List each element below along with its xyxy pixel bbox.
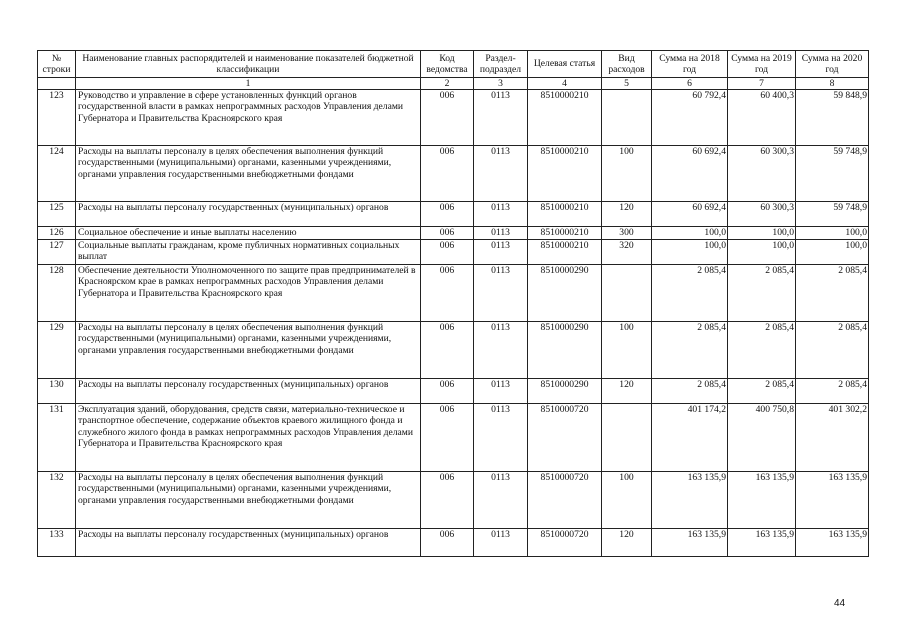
row-number: 133 [38,529,76,557]
table-row [38,227,869,240]
department-code: 006 [421,265,474,322]
department-code: 006 [421,90,474,146]
budget-table [37,50,869,557]
sum-2019: 100,0 [728,240,796,265]
expense-type: 100 [602,472,652,529]
expense-type: 120 [602,379,652,404]
row-name: Расходы на выплаты персоналу в целях обеспечения выполнения функций государственными (муниципальными) органами, казенными учреждениями, органами управления государственными внебюджетными фондами [76,322,421,379]
sum-2018: 100,0 [652,227,728,240]
row-name: Расходы на выплаты персоналу государственных (муниципальных) органов [76,202,421,227]
column-number: 1 [76,78,421,90]
row-number: 127 [38,240,76,265]
table-row [38,202,869,227]
column-number-row [38,78,869,90]
sum-2019: 2 085,4 [728,265,796,322]
expense-type: 120 [602,202,652,227]
row-name: Расходы на выплаты персоналу в целях обеспечения выполнения функций государственными (муниципальными) органами, казенными учреждениями, органами управления государственными внебюджетными фондами [76,146,421,202]
sum-2020: 2 085,4 [796,265,869,322]
column-number: 5 [602,78,652,90]
sum-2018: 2 085,4 [652,265,728,322]
section-code: 0113 [474,404,528,472]
column-number: 4 [528,78,602,90]
section-code: 0113 [474,379,528,404]
sum-2018: 60 692,4 [652,146,728,202]
sum-2019: 400 750,8 [728,404,796,472]
department-code: 006 [421,202,474,227]
row-name: Социальное обеспечение и иные выплаты населению [76,227,421,240]
section-code: 0113 [474,240,528,265]
expense-type [602,90,652,146]
section-code: 0113 [474,265,528,322]
target-article: 8510000210 [528,202,602,227]
department-code: 006 [421,472,474,529]
sum-2018: 2 085,4 [652,379,728,404]
target-article: 8510000720 [528,404,602,472]
department-code: 006 [421,404,474,472]
column-number: 2 [421,78,474,90]
table-row [38,146,869,202]
row-name: Обеспечение деятельности Уполномоченного по защите прав предпринимателей в Красноярском крае в рамках непрограммных расходов Управления делами Губернатора и Правительства Красноярского края [76,265,421,322]
table-row [38,240,869,265]
column-number: 8 [796,78,869,90]
section-code: 0113 [474,227,528,240]
sum-2020: 59 748,9 [796,202,869,227]
target-article: 8510000720 [528,472,602,529]
sum-2019: 100,0 [728,227,796,240]
department-code: 006 [421,529,474,557]
sum-2020: 163 135,9 [796,472,869,529]
section-code: 0113 [474,529,528,557]
target-article: 8510000210 [528,146,602,202]
department-code: 006 [421,379,474,404]
header-expense-type: Вид расходов [602,51,652,78]
expense-type [602,404,652,472]
header-sum-2020: Сумма на 2020 год [796,51,869,78]
target-article: 8510000290 [528,379,602,404]
department-code: 006 [421,146,474,202]
row-number: 131 [38,404,76,472]
row-name: Эксплуатация зданий, оборудования, средств связи, материально-техническое и транспортное обеспечение, содержание объектов краевого жилищного фонда и служебного жилого фонда в рамках непрограммных расходов Управления делами Губернатора и Правительства Красноярского края [76,404,421,472]
row-number: 126 [38,227,76,240]
column-number: 6 [652,78,728,90]
sum-2019: 163 135,9 [728,472,796,529]
sum-2018: 163 135,9 [652,472,728,529]
page-number: 44 [834,598,846,609]
table-row [38,404,869,472]
target-article: 8510000210 [528,240,602,265]
table-body [38,90,869,557]
sum-2018: 60 792,4 [652,90,728,146]
header-row-number: № строки [38,51,76,78]
expense-type: 320 [602,240,652,265]
expense-type: 100 [602,322,652,379]
sum-2018: 60 692,4 [652,202,728,227]
target-article: 8510000720 [528,529,602,557]
row-name: Расходы на выплаты персоналу в целях обеспечения выполнения функций государственными (муниципальными) органами, казенными учреждениями, органами управления государственными внебюджетными фондами [76,472,421,529]
header-name: Наименование главных распорядителей и наименование показателей бюджетной классификации [76,51,421,78]
sum-2020: 2 085,4 [796,322,869,379]
row-number: 128 [38,265,76,322]
row-name: Расходы на выплаты персоналу государственных (муниципальных) органов [76,529,421,557]
header-target-article: Целевая статья [528,51,602,78]
header-department-code: Код ведомства [421,51,474,78]
row-number: 123 [38,90,76,146]
sum-2020: 100,0 [796,227,869,240]
target-article: 8510000290 [528,265,602,322]
header-section: Раздел-подраздел [474,51,528,78]
section-code: 0113 [474,146,528,202]
row-number: 130 [38,379,76,404]
row-number: 124 [38,146,76,202]
header-sum-2019: Сумма на 2019 год [728,51,796,78]
target-article: 8510000290 [528,322,602,379]
sum-2018: 163 135,9 [652,529,728,557]
expense-type: 120 [602,529,652,557]
section-code: 0113 [474,90,528,146]
expense-type: 300 [602,227,652,240]
sum-2019: 60 300,3 [728,202,796,227]
target-article: 8510000210 [528,227,602,240]
department-code: 006 [421,322,474,379]
expense-type [602,265,652,322]
table-row [38,472,869,529]
section-code: 0113 [474,472,528,529]
table-row [38,379,869,404]
sum-2019: 60 300,3 [728,146,796,202]
sum-2020: 59 848,9 [796,90,869,146]
row-name: Расходы на выплаты персоналу государственных (муниципальных) органов [76,379,421,404]
header-sum-2018: Сумма на 2018 год [652,51,728,78]
row-name: Социальные выплаты гражданам, кроме публичных нормативных социальных выплат [76,240,421,265]
sum-2019: 2 085,4 [728,379,796,404]
sum-2019: 60 400,3 [728,90,796,146]
table-row [38,90,869,146]
sum-2020: 163 135,9 [796,529,869,557]
row-number: 129 [38,322,76,379]
expense-type: 100 [602,146,652,202]
sum-2019: 163 135,9 [728,529,796,557]
table-header [38,51,869,90]
sum-2019: 2 085,4 [728,322,796,379]
department-code: 006 [421,227,474,240]
column-number: 3 [474,78,528,90]
table-row [38,322,869,379]
table-row [38,265,869,322]
sum-2020: 100,0 [796,240,869,265]
row-number: 132 [38,472,76,529]
budget-table-sheet [37,50,869,557]
sum-2018: 2 085,4 [652,322,728,379]
department-code: 006 [421,240,474,265]
sum-2020: 401 302,2 [796,404,869,472]
sum-2018: 100,0 [652,240,728,265]
section-code: 0113 [474,202,528,227]
sum-2018: 401 174,2 [652,404,728,472]
target-article: 8510000210 [528,90,602,146]
row-name: Руководство и управление в сфере установленных функций органов государственной власти в рамках непрограммных расходов Управления делами Губернатора и Правительства Красноярского края [76,90,421,146]
row-number: 125 [38,202,76,227]
table-row [38,529,869,557]
column-number: 7 [728,78,796,90]
section-code: 0113 [474,322,528,379]
sum-2020: 2 085,4 [796,379,869,404]
column-number [38,78,76,90]
sum-2020: 59 748,9 [796,146,869,202]
